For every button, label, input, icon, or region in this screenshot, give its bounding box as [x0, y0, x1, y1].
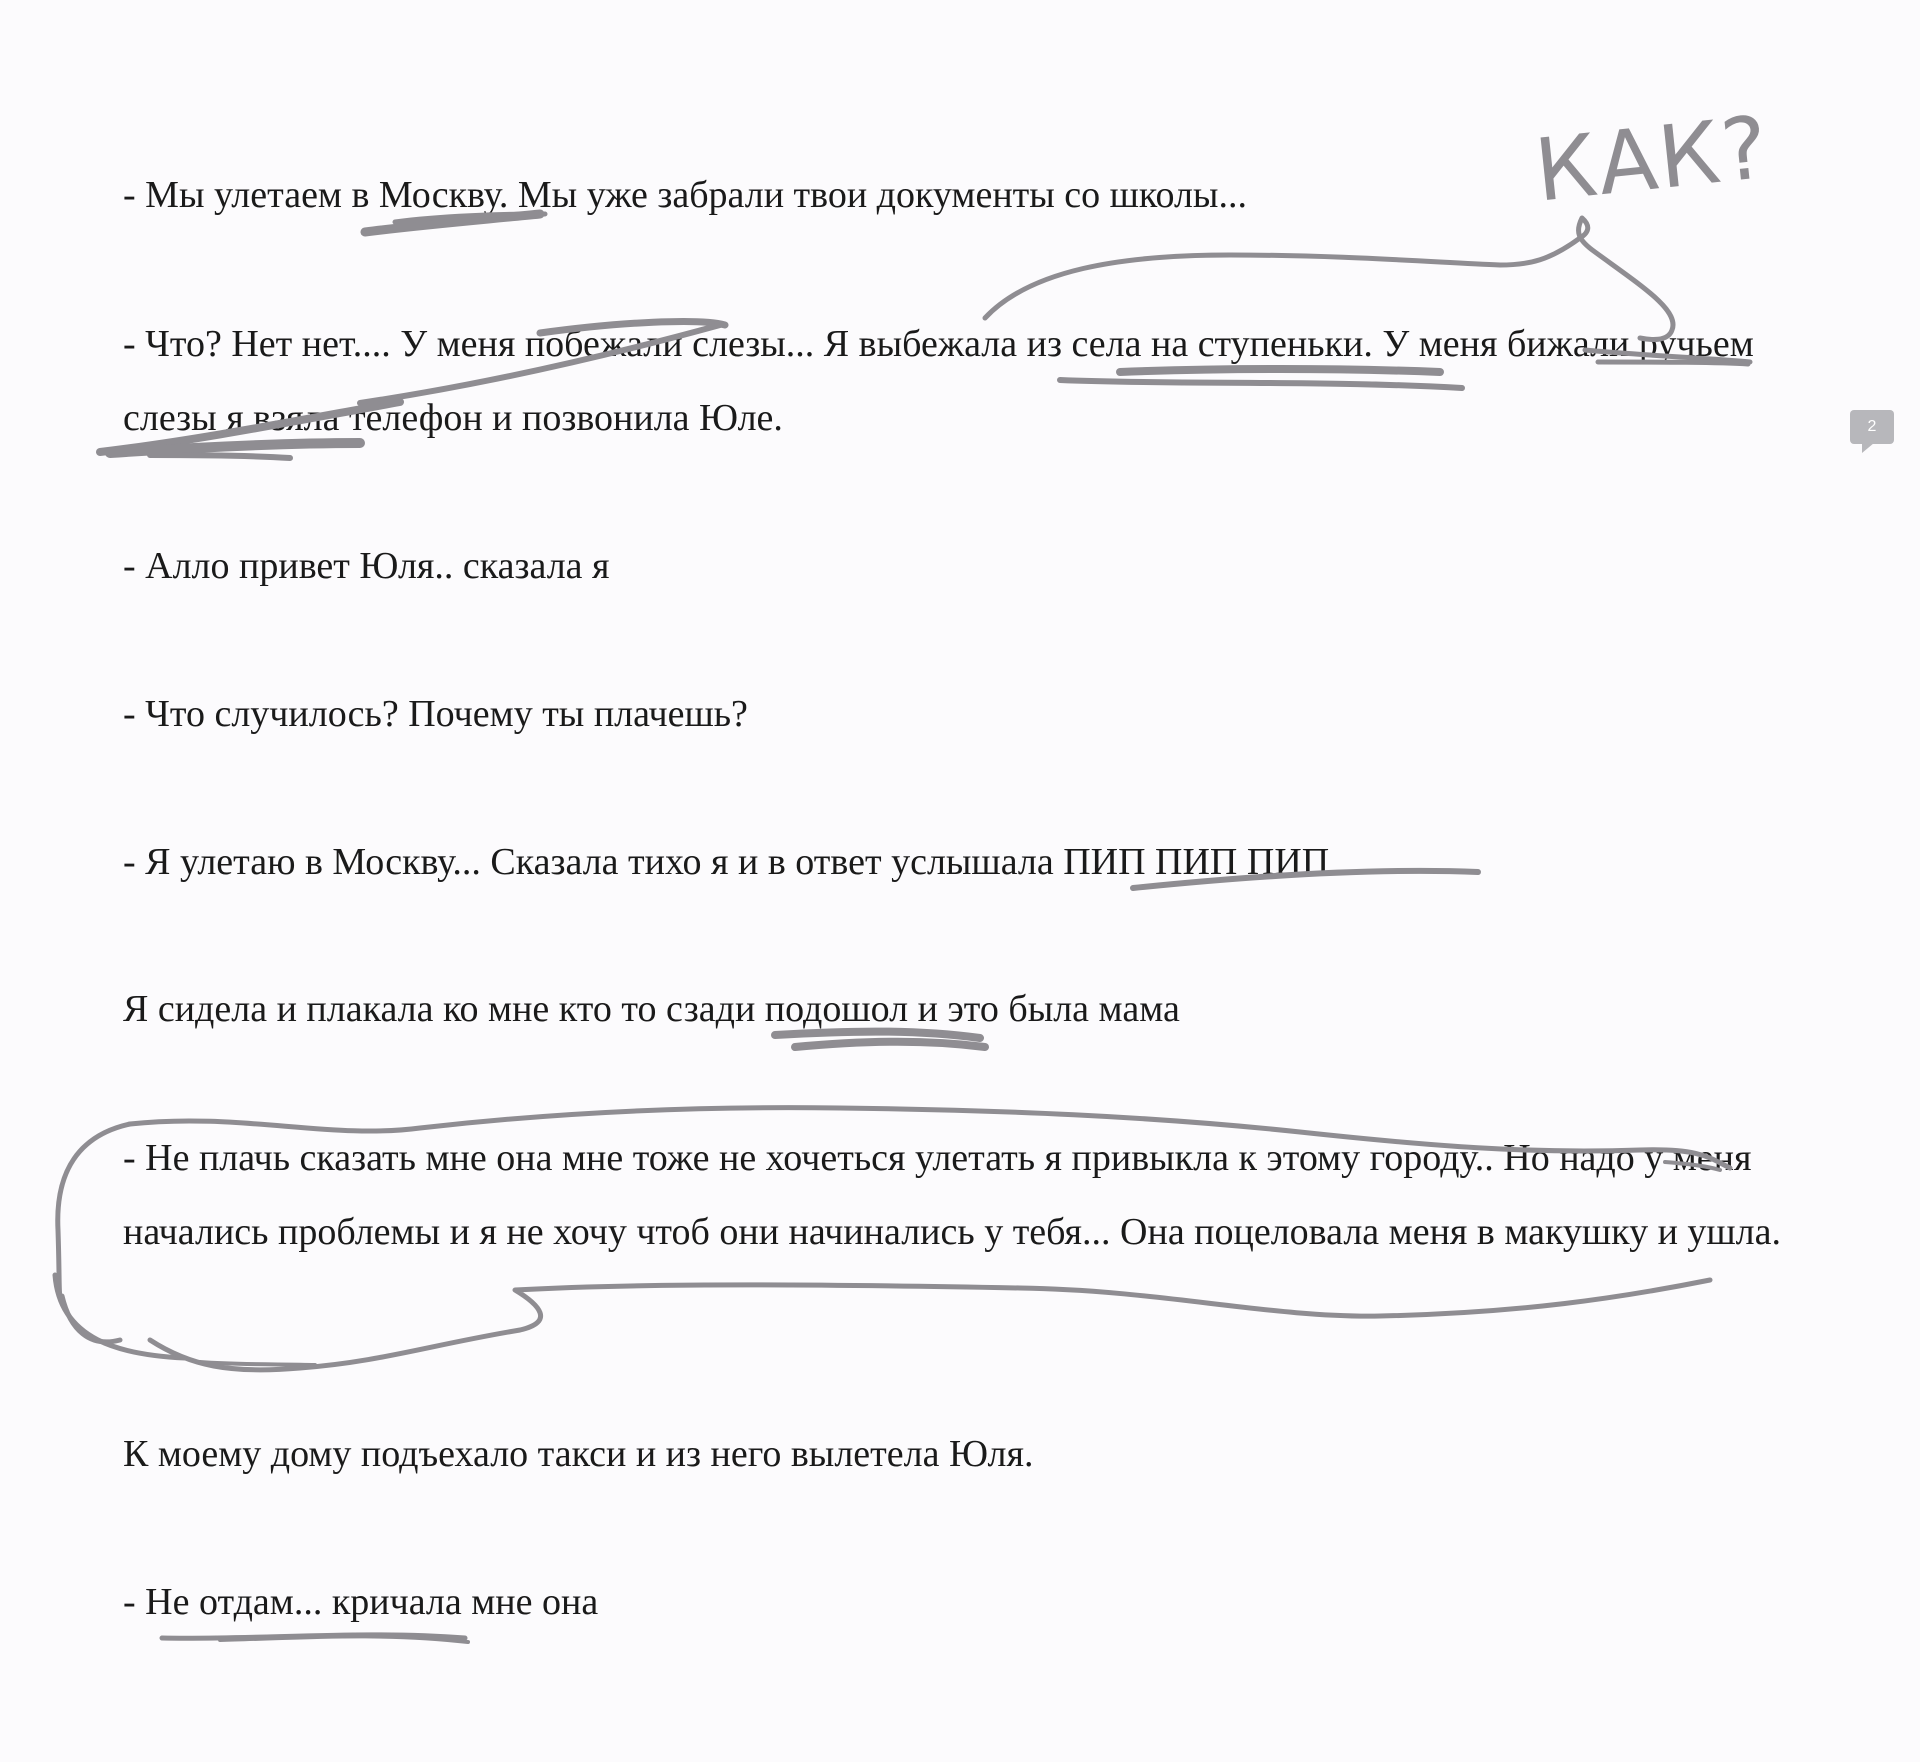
- ink-outline: [150, 1280, 1710, 1370]
- ink-outline: [200, 1362, 315, 1365]
- paragraph: - Я улетаю в Москву... Сказала тихо я и в ответ услышала ПИП ПИП ПИП: [123, 841, 1330, 883]
- paragraph: - Что? Нет нет.... У меня побежали слезы... Я выбежала из села на ступеньки. У меня бижали ручьем слезы я взяла телефон и позвонила Юле.: [123, 323, 1754, 439]
- paragraph: - Не плачь сказать мне она мне тоже не хочеться улетать я привыкла к этому городу.. Но надо у меня начались проблемы и я не хочу чтоб они начинались у тебя... Она поцеловала меня в макушку и ушла.: [123, 1137, 1782, 1253]
- paragraph: - Что случилось? Почему ты плачешь?: [123, 693, 748, 735]
- ink-strike: [150, 455, 290, 458]
- paragraph: - Мы улетаем в Москву. Мы уже забрали твои документы со школы...: [123, 174, 1247, 216]
- ink-outline: [58, 1124, 130, 1342]
- comment-count-badge[interactable]: 2: [1850, 410, 1894, 444]
- ink-outline: [55, 1275, 185, 1358]
- paragraph: Я сидела и плакала ко мне кто то сзади подошол и это была мама: [123, 988, 1180, 1030]
- handwritten-note: КАК?: [1530, 97, 1775, 222]
- paragraph: К моему дому подъехало такси и из него вылетела Юля.: [123, 1433, 1034, 1475]
- paragraph: - Не отдам... кричала мне она: [123, 1581, 599, 1623]
- paragraph: - Алло привет Юля.. сказала я: [123, 545, 610, 587]
